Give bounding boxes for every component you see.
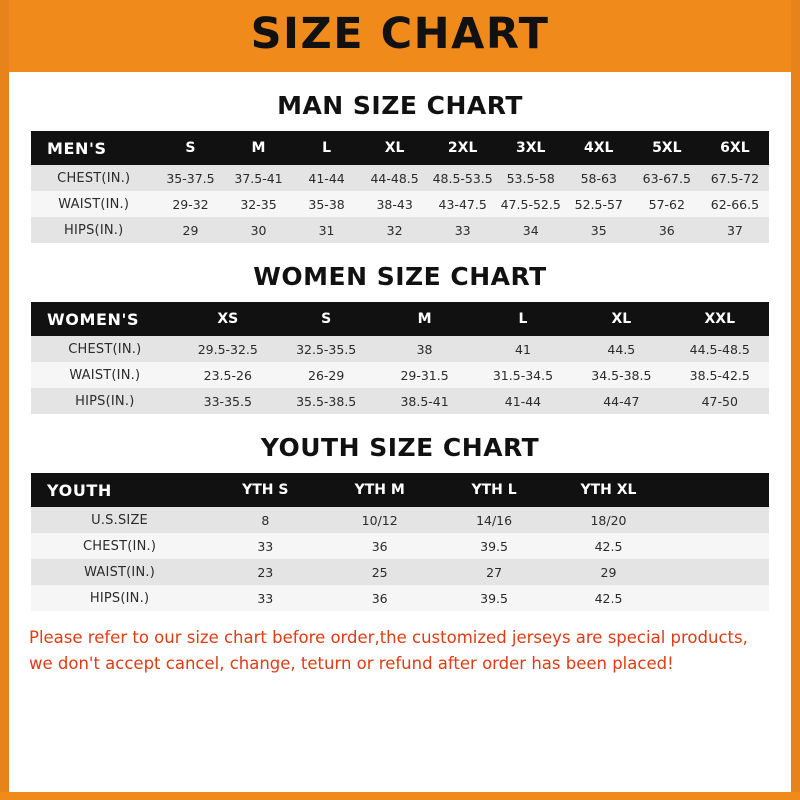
- disclaimer-line-2: we don't accept cancel, change, teturn or refund after order has been placed!: [29, 654, 674, 673]
- table-row: [31, 336, 769, 362]
- men-col-2xl: 2XL: [429, 131, 497, 165]
- women-waist-label: WAIST(IN.): [31, 362, 179, 388]
- youth-col-s: YTH S: [208, 473, 322, 507]
- women-chest-m: 38: [375, 336, 473, 362]
- women-waist-l: 31.5-34.5: [474, 362, 572, 388]
- page-title: SIZE CHART: [250, 9, 550, 59]
- men-waist-6xl: 62-66.5: [701, 191, 769, 217]
- youth-col-spacer: [666, 473, 769, 507]
- men-chest-l: 41-44: [293, 165, 361, 191]
- men-hips-6xl: 37: [701, 217, 769, 243]
- men-waist-4xl: 52.5-57: [565, 191, 633, 217]
- women-hips-xl: 44-47: [572, 388, 670, 414]
- youth-ussize-spacer: [666, 507, 769, 533]
- youth-size-chart-section: [9, 433, 791, 611]
- youth-chest-spacer: [666, 533, 769, 559]
- youth-hips-spacer: [666, 585, 769, 611]
- youth-waist-s: 23: [208, 559, 322, 585]
- table-header-row: [31, 302, 769, 336]
- youth-chest-s: 33: [208, 533, 322, 559]
- youth-ussize-s: 8: [208, 507, 322, 533]
- youth-section-title: YOUTH SIZE CHART: [260, 433, 540, 462]
- youth-col-m: YTH M: [323, 473, 437, 507]
- youth-chest-xl: 42.5: [551, 533, 665, 559]
- women-waist-xl: 34.5-38.5: [572, 362, 670, 388]
- table-row: [31, 585, 769, 611]
- youth-chest-label: CHEST(IN.): [31, 533, 208, 559]
- youth-hips-m: 36: [323, 585, 437, 611]
- men-col-s: S: [156, 131, 224, 165]
- men-col-5xl: 5XL: [633, 131, 701, 165]
- women-waist-xxl: 38.5-42.5: [671, 362, 769, 388]
- women-waist-m: 29-31.5: [375, 362, 473, 388]
- youth-waist-xl: 29: [551, 559, 665, 585]
- men-waist-3xl: 47.5-52.5: [497, 191, 565, 217]
- men-col-xl: XL: [361, 131, 429, 165]
- men-chest-3xl: 53.5-58: [497, 165, 565, 191]
- table-row: [31, 217, 769, 243]
- youth-waist-l: 27: [437, 559, 551, 585]
- men-section-title: MAN SIZE CHART: [277, 91, 523, 120]
- table-row: [31, 165, 769, 191]
- men-chest-6xl: 67.5-72: [701, 165, 769, 191]
- men-hips-2xl: 33: [429, 217, 497, 243]
- table-row: [31, 388, 769, 414]
- men-waist-2xl: 43-47.5: [429, 191, 497, 217]
- table-header-row: [31, 473, 769, 507]
- youth-hips-l: 39.5: [437, 585, 551, 611]
- women-chest-label: CHEST(IN.): [31, 336, 179, 362]
- men-size-chart-section: [9, 91, 791, 243]
- women-chest-xs: 29.5-32.5: [179, 336, 277, 362]
- women-hips-s: 35.5-38.5: [277, 388, 375, 414]
- men-waist-l: 35-38: [293, 191, 361, 217]
- men-waist-s: 29-32: [156, 191, 224, 217]
- men-col-l: L: [293, 131, 361, 165]
- men-col-6xl: 6XL: [701, 131, 769, 165]
- disclaimer-note: [9, 611, 791, 677]
- women-col-xxl: XXL: [671, 302, 769, 336]
- youth-ussize-label: U.S.SIZE: [31, 507, 208, 533]
- youth-row-header: YOUTH: [31, 473, 208, 507]
- youth-waist-spacer: [666, 559, 769, 585]
- women-hips-m: 38.5-41: [375, 388, 473, 414]
- youth-hips-label: HIPS(IN.): [31, 585, 208, 611]
- women-waist-s: 26-29: [277, 362, 375, 388]
- women-row-header: WOMEN'S: [31, 302, 179, 336]
- table-row: [31, 191, 769, 217]
- youth-col-l: YTH L: [437, 473, 551, 507]
- youth-ussize-l: 14/16: [437, 507, 551, 533]
- youth-ussize-m: 10/12: [323, 507, 437, 533]
- table-row: [31, 559, 769, 585]
- men-col-4xl: 4XL: [565, 131, 633, 165]
- youth-chest-l: 39.5: [437, 533, 551, 559]
- men-waist-m: 32-35: [225, 191, 293, 217]
- women-hips-xs: 33-35.5: [179, 388, 277, 414]
- document-header: [9, 0, 791, 72]
- men-row-header: MEN'S: [31, 131, 156, 165]
- men-hips-xl: 32: [361, 217, 429, 243]
- men-hips-m: 30: [225, 217, 293, 243]
- men-chest-s: 35-37.5: [156, 165, 224, 191]
- women-col-m: M: [375, 302, 473, 336]
- women-chest-xl: 44.5: [572, 336, 670, 362]
- men-hips-l: 31: [293, 217, 361, 243]
- women-chest-xxl: 44.5-48.5: [671, 336, 769, 362]
- men-waist-xl: 38-43: [361, 191, 429, 217]
- youth-hips-xl: 42.5: [551, 585, 665, 611]
- table-row: [31, 507, 769, 533]
- youth-waist-label: WAIST(IN.): [31, 559, 208, 585]
- men-chest-label: CHEST(IN.): [31, 165, 156, 191]
- youth-ussize-xl: 18/20: [551, 507, 665, 533]
- men-hips-3xl: 34: [497, 217, 565, 243]
- women-col-l: L: [474, 302, 572, 336]
- men-chest-xl: 44-48.5: [361, 165, 429, 191]
- men-chest-2xl: 48.5-53.5: [429, 165, 497, 191]
- men-chest-4xl: 58-63: [565, 165, 633, 191]
- women-chest-l: 41: [474, 336, 572, 362]
- women-size-table: [31, 302, 769, 414]
- men-chest-m: 37.5-41: [225, 165, 293, 191]
- women-hips-l: 41-44: [474, 388, 572, 414]
- women-section-title: WOMEN SIZE CHART: [253, 262, 547, 291]
- table-header-row: [31, 131, 769, 165]
- women-col-xs: XS: [179, 302, 277, 336]
- men-waist-label: WAIST(IN.): [31, 191, 156, 217]
- table-row: [31, 533, 769, 559]
- women-size-chart-section: [9, 262, 791, 414]
- disclaimer-line-1: Please refer to our size chart before order,the customized jerseys are special products,: [29, 628, 748, 647]
- men-hips-label: HIPS(IN.): [31, 217, 156, 243]
- men-col-3xl: 3XL: [497, 131, 565, 165]
- footer-accent-bar: [0, 792, 800, 800]
- men-waist-5xl: 57-62: [633, 191, 701, 217]
- men-chest-5xl: 63-67.5: [633, 165, 701, 191]
- table-row: [31, 362, 769, 388]
- youth-chest-m: 36: [323, 533, 437, 559]
- youth-hips-s: 33: [208, 585, 322, 611]
- men-col-m: M: [225, 131, 293, 165]
- youth-col-xl: YTH XL: [551, 473, 665, 507]
- men-hips-5xl: 36: [633, 217, 701, 243]
- women-chest-s: 32.5-35.5: [277, 336, 375, 362]
- men-hips-s: 29: [156, 217, 224, 243]
- women-col-xl: XL: [572, 302, 670, 336]
- women-waist-xs: 23.5-26: [179, 362, 277, 388]
- women-hips-xxl: 47-50: [671, 388, 769, 414]
- women-col-s: S: [277, 302, 375, 336]
- youth-size-table: [31, 473, 769, 611]
- men-size-table: [31, 131, 769, 243]
- men-hips-4xl: 35: [565, 217, 633, 243]
- women-hips-label: HIPS(IN.): [31, 388, 179, 414]
- youth-waist-m: 25: [323, 559, 437, 585]
